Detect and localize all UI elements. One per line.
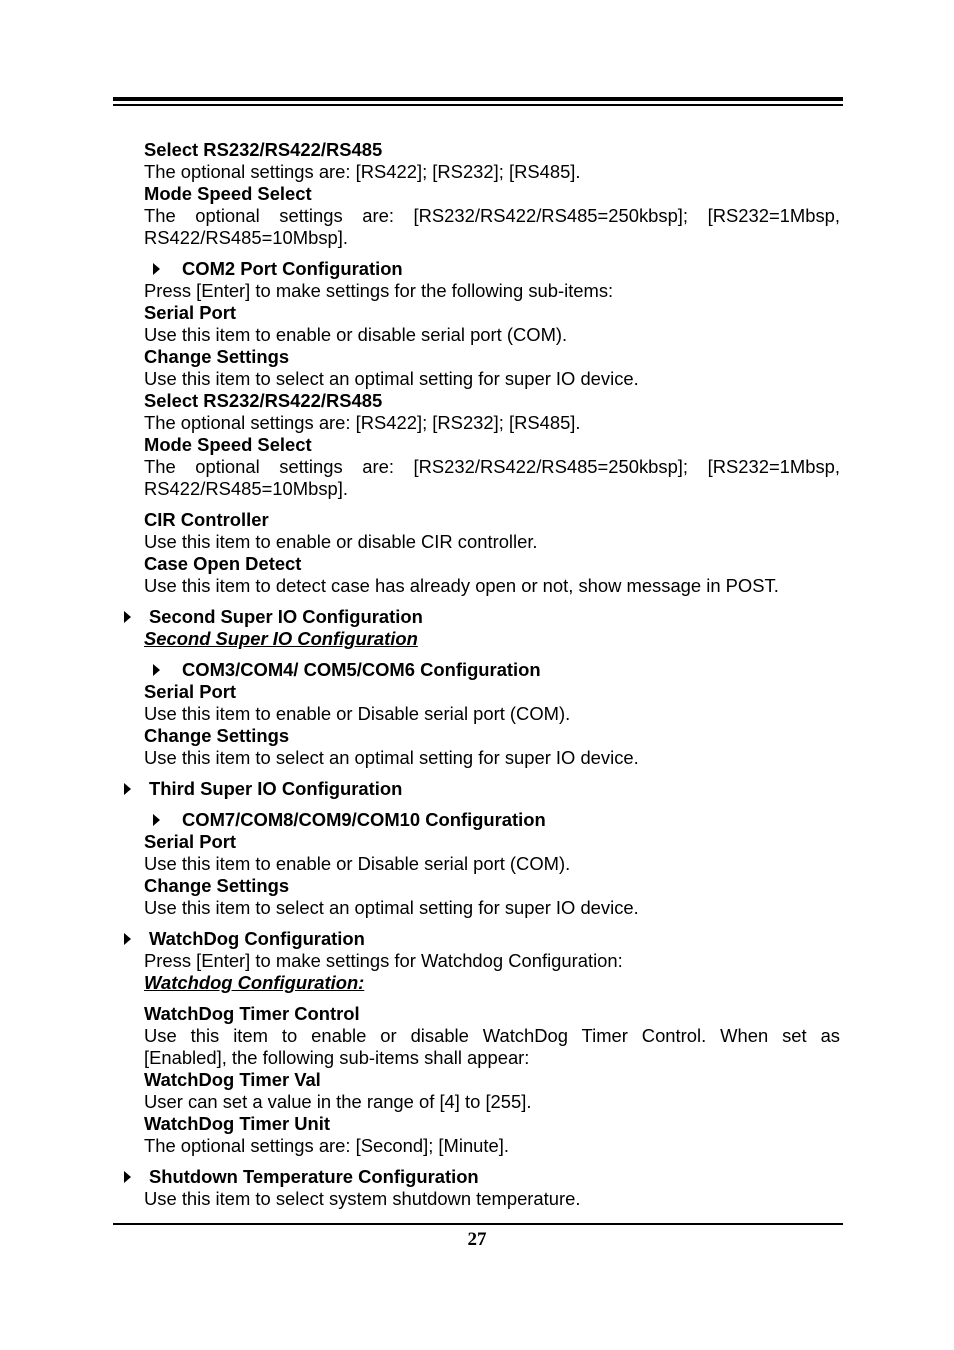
manual-body	[0, 139, 954, 1210]
body-text: Use this item to select an optimal setting for super IO device.	[144, 368, 639, 389]
body-text: Use this item to enable or Disable serial port (COM).	[144, 703, 571, 724]
paragraph-spacer	[0, 249, 954, 258]
body-text-justified: The optional settings are: [RS232/RS422/RS485=250kbsp]; [RS232=1Mbsp,	[144, 456, 840, 477]
item-title: CIR Controller	[144, 509, 269, 530]
body-text: Use this item to select an optimal setting for super IO device.	[144, 747, 639, 768]
item-title: Serial Port	[144, 831, 236, 852]
body-text-justified: Use this item to enable or disable WatchDog Timer Control. When set as	[144, 1025, 840, 1046]
section-heading	[0, 1166, 954, 1188]
body-text: RS422/RS485=10Mbsp].	[144, 227, 348, 248]
section-heading	[0, 778, 954, 800]
item-title: Select RS232/RS422/RS485	[144, 390, 383, 411]
item-title: Mode Speed Select	[144, 434, 312, 455]
item-title: WatchDog Timer Val	[144, 1069, 321, 1090]
body-text: The optional settings are: [RS422]; [RS232]; [RS485].	[144, 412, 581, 433]
heading-text: COM3/COM4/ COM5/COM6 Configuration	[182, 659, 541, 680]
menu-title: Second Super IO Configuration	[144, 628, 418, 649]
body-text: Use this item to select system shutdown temperature.	[144, 1188, 581, 1209]
triangle-bullet-icon	[153, 263, 160, 275]
section-heading	[0, 606, 954, 628]
paragraph-spacer	[0, 919, 954, 928]
heading-text: Second Super IO Configuration	[149, 606, 423, 627]
subsection-heading	[0, 258, 954, 280]
triangle-bullet-icon	[124, 611, 131, 623]
paragraph-spacer	[0, 800, 954, 809]
body-text: [Enabled], the following sub-items shall appear:	[144, 1047, 530, 1068]
paragraph-spacer	[0, 650, 954, 659]
body-text: RS422/RS485=10Mbsp].	[144, 478, 348, 499]
body-text: User can set a value in the range of [4] to [255].	[144, 1091, 532, 1112]
body-text: The optional settings are: [Second]; [Minute].	[144, 1135, 509, 1156]
triangle-bullet-icon	[124, 1171, 131, 1183]
body-text: Use this item to detect case has already open or not, show message in POST.	[144, 575, 779, 596]
item-title: Select RS232/RS422/RS485	[144, 139, 383, 160]
item-title: WatchDog Timer Unit	[144, 1113, 330, 1134]
item-title: Serial Port	[144, 681, 236, 702]
heading-text: WatchDog Configuration	[149, 928, 365, 949]
body-text: The optional settings are: [RS422]; [RS232]; [RS485].	[144, 161, 581, 182]
heading-text: Shutdown Temperature Configuration	[149, 1166, 479, 1187]
paragraph-spacer	[0, 769, 954, 778]
body-text: Press [Enter] to make settings for the following sub-items:	[144, 280, 614, 301]
header-rule-thick	[113, 97, 843, 101]
body-text: Use this item to enable or Disable serial port (COM).	[144, 853, 571, 874]
heading-text: Third Super IO Configuration	[149, 778, 403, 799]
item-title: Serial Port	[144, 302, 236, 323]
body-text: Use this item to select an optimal setting for super IO device.	[144, 897, 639, 918]
triangle-bullet-icon	[124, 933, 131, 945]
triangle-bullet-icon	[153, 664, 160, 676]
body-text-justified: The optional settings are: [RS232/RS422/RS485=250kbsp]; [RS232=1Mbsp,	[144, 205, 840, 226]
header-rule-thin	[113, 104, 843, 106]
heading-text: COM7/COM8/COM9/COM10 Configuration	[182, 809, 546, 830]
paragraph-spacer	[0, 597, 954, 606]
body-text: Use this item to enable or disable CIR controller.	[144, 531, 538, 552]
item-title: WatchDog Timer Control	[144, 1003, 360, 1024]
item-title: Case Open Detect	[144, 553, 302, 574]
menu-title: Watchdog Configuration:	[144, 972, 365, 993]
body-text: Use this item to enable or disable serial port (COM).	[144, 324, 568, 345]
triangle-bullet-icon	[124, 783, 131, 795]
item-title: Change Settings	[144, 875, 290, 896]
paragraph-spacer	[0, 994, 954, 1003]
item-title: Change Settings	[144, 346, 290, 367]
subsection-heading	[0, 809, 954, 831]
body-text: Press [Enter] to make settings for Watchdog Configuration:	[144, 950, 623, 971]
paragraph-spacer	[0, 500, 954, 509]
item-title: Change Settings	[144, 725, 290, 746]
triangle-bullet-icon	[153, 814, 160, 826]
subsection-heading	[0, 659, 954, 681]
page-number: 27	[467, 1229, 487, 1250]
paragraph-spacer	[0, 1157, 954, 1166]
footer-rule	[113, 1223, 843, 1225]
section-heading	[0, 928, 954, 950]
heading-text: COM2 Port Configuration	[182, 258, 403, 279]
item-title: Mode Speed Select	[144, 183, 312, 204]
